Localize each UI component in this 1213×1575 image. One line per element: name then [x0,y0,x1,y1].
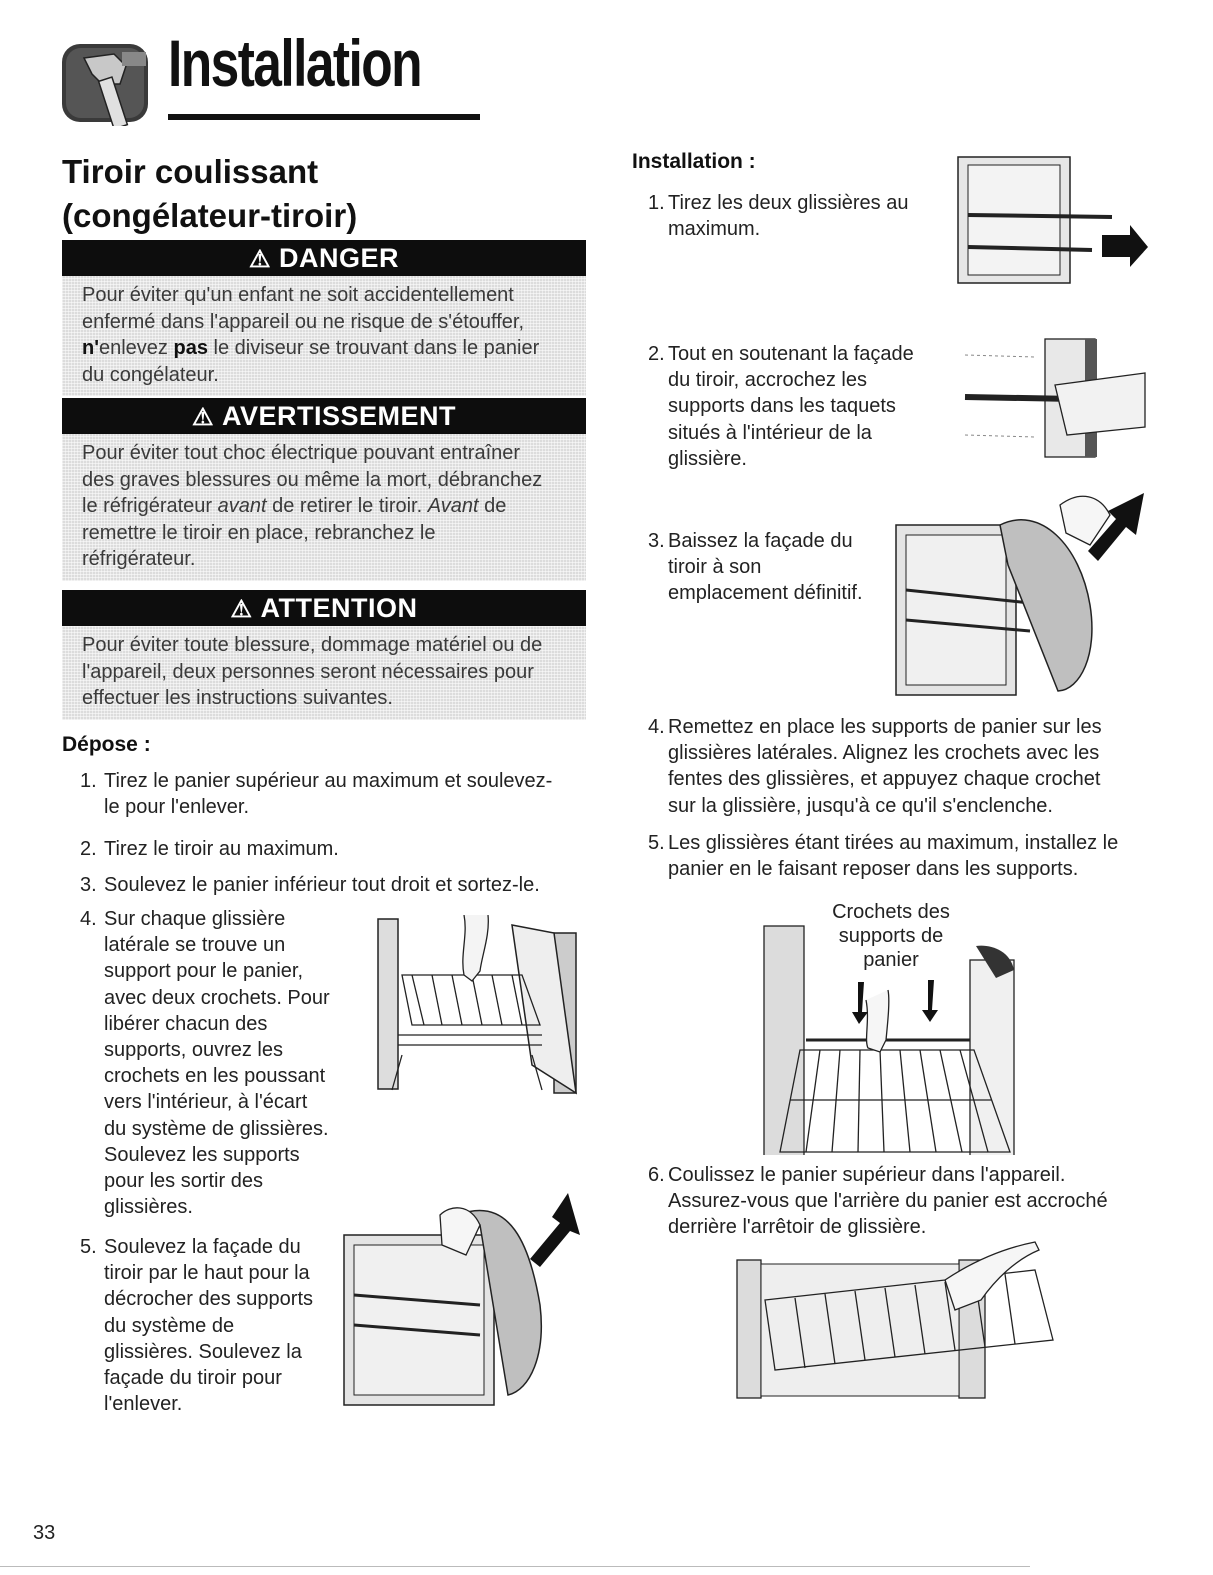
step-number: 3. [648,530,665,552]
danger-line: enfermé dans l'appareil ou ne risque de s'étouffer, [82,310,525,333]
attention-box [62,590,586,720]
step-line: façade du tiroir pour [104,1367,282,1390]
step-line: fentes des glissières, et appuyez chaque crochet [668,768,1101,791]
install-step-2 [648,341,948,472]
avertissement-line: remettre le tiroir en place, rebranchez le [82,521,436,544]
italic-text: Avant [427,495,479,517]
attention-line: effectuer les instructions suivantes. [82,687,393,709]
depose-step-5 [80,1234,350,1417]
step-number: 4. [80,908,97,930]
depose-step-2 [80,836,590,862]
page-header [62,22,422,132]
section-title-line2: (congélateur-tiroir) [62,197,358,234]
page-title: Installation [168,26,422,100]
text: le diviseur se trouvant dans le panier [207,337,540,359]
step-line: glissière. [668,447,747,470]
step-line: tiroir par le haut pour la [104,1262,310,1285]
footer-divider [0,1566,1030,1567]
step-line: l'enlever. [104,1393,183,1416]
step-number: 2. [648,343,665,365]
step-line: derrière l'arrêtoir de glissière. [668,1216,927,1239]
avertissement-box [62,398,586,581]
step-line: Baissez la façade du [668,530,853,552]
attention-label: ATTENTION [260,593,418,623]
step-line: glissières latérales. Alignez les crochets avec les [668,742,1100,765]
step-line: Soulevez la façade du [104,1236,301,1258]
step-line: crochets en les poussant [104,1065,326,1088]
attention-header [62,590,586,626]
avertissement-line: des graves blessures ou même la mort, débranchez [82,468,543,491]
attention-line: Pour éviter toute blessure, dommage matériel ou de [82,634,543,656]
attention-line: l'appareil, deux personnes seront nécessaires pour [82,660,534,683]
figure-label-line: supports de [838,925,944,947]
step-number: 1. [648,192,665,214]
step-line: Assurez-vous que l'arrière du panier est accroché [668,1190,1108,1213]
step-number: 4. [648,716,665,738]
step-line: Soulevez les supports [104,1143,300,1166]
avertissement-line [82,493,572,520]
danger-line [82,335,572,362]
step-line: situés à l'intérieur de la [668,421,872,444]
avertissement-text [62,434,586,581]
section-title-line1: Tiroir coulissant [62,153,319,190]
step-number: 3. [80,874,97,896]
step-number: 2. [80,838,97,860]
step-line: Les glissières étant tirées au maximum, installez le [668,832,1119,854]
step-line: Tout en soutenant la façade [668,343,914,365]
step-line: pour les sortir des [104,1170,263,1193]
install-step-5 [648,830,1168,882]
warning-triangle-icon: ⚠ [230,596,253,623]
step-line: glissières. Soulevez la [104,1340,302,1363]
step-line: du système de glissières. [104,1117,329,1140]
figure-lower-drawer-front [890,485,1150,700]
step-line: vers l'intérieur, à l'écart [104,1091,308,1114]
avertissement-label: AVERTISSEMENT [221,401,457,431]
danger-line: Pour éviter qu'un enfant ne soit accidentellement [82,284,514,306]
step-line: tiroir à son [668,556,762,579]
danger-box [62,240,586,396]
page-number: 33 [33,1522,56,1544]
section-title [62,150,357,238]
step-line: latérale se trouve un [104,934,286,957]
figure-drawer-front-removal [340,1185,590,1415]
bold-text: n' [82,337,99,359]
avertissement-line: Pour éviter tout choc électrique pouvant entraîner [82,442,521,464]
text: enlevez [98,337,174,359]
warning-triangle-icon: ⚠ [248,246,271,273]
step-line: du tiroir, accrochez les [668,369,867,392]
step-line: panier en le faisant reposer dans les supports. [668,858,1079,881]
figure-basket-hooks [760,900,1020,1155]
text: le réfrigérateur [82,495,218,517]
install-step-3 [648,528,888,607]
danger-line: du congélateur. [82,363,219,386]
avertissement-header [62,398,586,434]
installation-heading: Installation : [632,150,756,173]
step-line: Tirez les deux glissières au [668,192,909,214]
text: de retirer le tiroir. [266,495,428,517]
text: de [478,495,507,517]
step-line: le pour l'enlever. [104,796,250,819]
figure-slide-upper-basket [735,1240,1065,1400]
step-line: avec deux crochets. Pour [104,986,330,1009]
attention-text [62,626,586,720]
step-line: du système de [104,1314,235,1337]
step-line: décrocher des supports [104,1288,314,1311]
install-step-1 [648,190,938,242]
step-number: 1. [80,770,97,792]
figure-basket-support-removal [372,915,580,1095]
figure-pull-slides [952,155,1152,285]
step-line: emplacement définitif. [668,582,863,605]
step-line: Sur chaque glissière [104,908,286,930]
step-number: 5. [648,832,665,854]
step-line: support pour le panier, [104,960,304,983]
install-step-6 [648,1162,1168,1241]
danger-text [62,276,586,396]
step-number: 5. [80,1236,97,1258]
depose-step-1 [80,768,590,820]
depose-step-4 [80,906,370,1220]
step-line: Coulissez le panier supérieur dans l'appareil. [668,1164,1066,1186]
step-line: Tirez le panier supérieur au maximum et soulevez- [104,770,553,792]
figure-label-line: panier [863,949,919,971]
step-line: Remettez en place les supports de panier sur les [668,716,1102,738]
depose-step-3 [80,872,590,898]
step-line: glissières. [104,1196,193,1219]
figure-hook-supports [955,335,1150,460]
title-underline [168,114,480,120]
depose-heading: Dépose : [62,733,151,756]
step-line: sur la glissière, jusqu'à ce qu'il s'enclenche. [668,794,1053,817]
danger-header [62,240,586,276]
avertissement-line: réfrigérateur. [82,548,196,570]
step-line: maximum. [668,218,761,241]
step-line: Soulevez le panier inférieur tout droit et sortez-le. [104,874,540,896]
italic-text: avant [217,495,267,517]
bold-text: pas [173,337,208,359]
install-step-4 [648,714,1168,819]
danger-label: DANGER [279,243,400,273]
figure-label [826,900,956,972]
step-line: libérer chacun des [104,1012,268,1035]
step-line: supports, ouvrez les [104,1039,283,1062]
step-line: Tirez le tiroir au maximum. [104,838,339,860]
wrench-icon [62,44,154,126]
step-number: 6. [648,1164,665,1186]
warning-triangle-icon: ⚠ [191,404,214,431]
figure-label-line: Crochets des [832,901,950,923]
step-line: supports dans les taquets [668,395,896,418]
